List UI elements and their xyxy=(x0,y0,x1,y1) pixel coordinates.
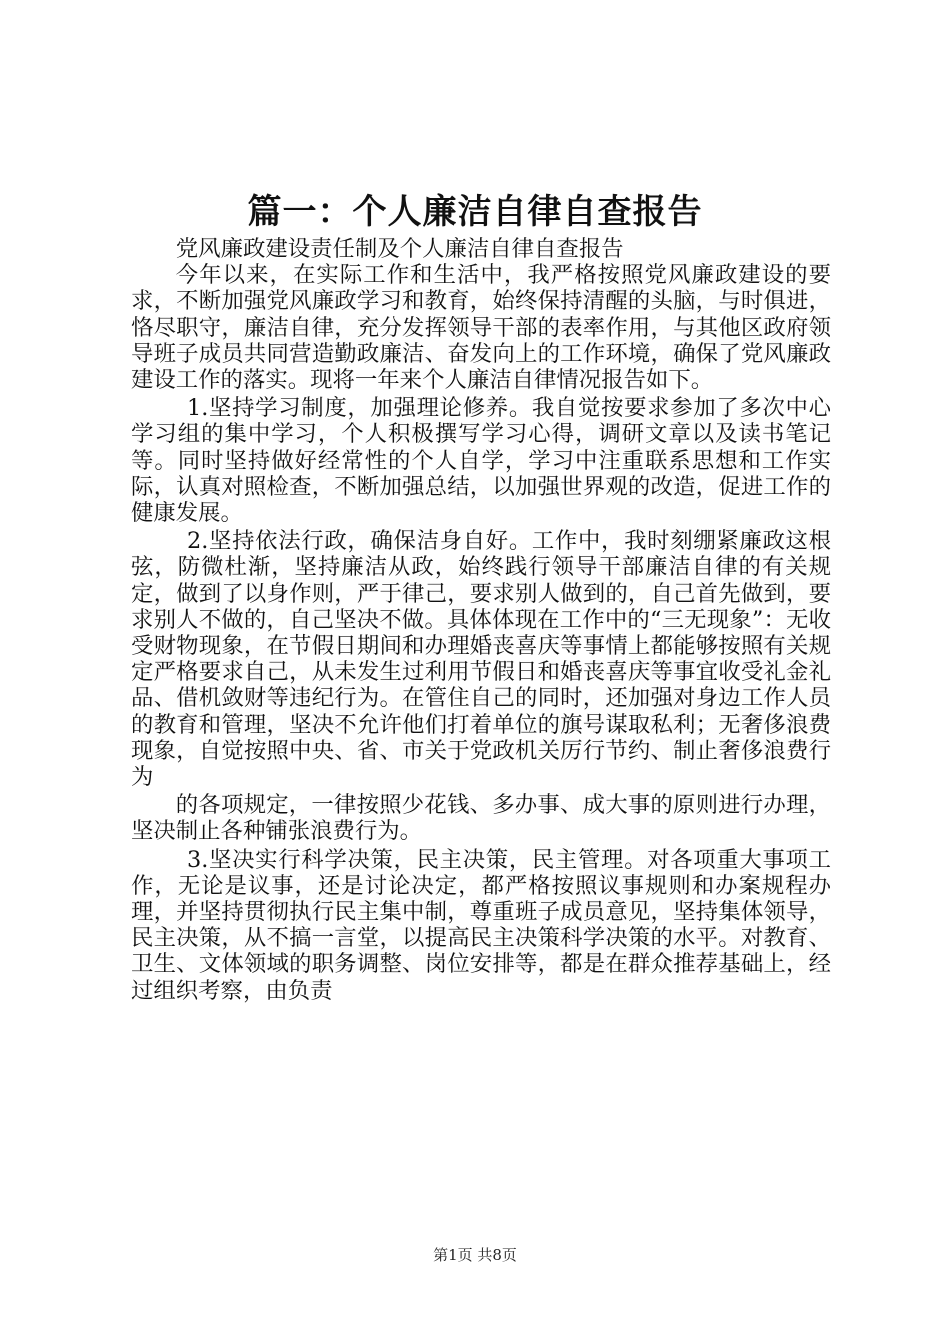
paragraph-intro: 今年以来，在实际工作和生活中，我严格按照党风廉政建设的要求，不断加强党风廉政学习和教育，始终保持清醒的头脑，与时俱进，恪尽职守，廉洁自律，充分发挥领导干部的表率作用，与其他区政府领导班子成员共同营造勤政廉洁、奋发向上的工作环境，确保了党风廉政建设工作的落实。现将一年来个人廉洁自律情况报告如下。 xyxy=(131,262,831,394)
paragraph-item-1: 1.坚持学习制度，加强理论修养。我自觉按要求参加了多次中心学习组的集中学习，个人积极撰写学习心得，调研文章以及读书笔记等。同时坚持做好经常性的个人自学，学习中注重联系思想和工作实际，认真对照检查，不断加强总结，以加强世界观的改造，促进工作的健康发展。 xyxy=(131,395,831,527)
paragraph-item-2: 2.坚持依法行政，确保洁身自好。工作中，我时刻绷紧廉政这根弦，防微杜渐，坚持廉洁从政，始终践行领导干部廉洁自律的有关规定，做到了以身作则，严于律己，要求别人做到的，自己首先做到，要求别人不做的，自己坚决不做。具体体现在工作中的“三无现象”：无收受财物现象，在节假日期间和办理婚丧喜庆等事情上都能够按照有关规定严格要求自己，从未发生过利用节假日和婚丧喜庆等事宜收受礼金礼品、借机敛财等违纪行为。在管住自己的同时，还加强对身边工作人员的教育和管理，坚决不允许他们打着单位的旗号谋取私利；无奢侈浪费现象，自觉按照中央、省、市关于党政机关厉行节约、制止奢侈浪费行为 xyxy=(131,528,831,791)
paragraph-item-2-continued: 的各项规定，一律按照少花钱、多办事、成大事的原则进行办理，坚决制止各种铺张浪费行为。 xyxy=(131,792,831,845)
page-number-footer: 第1页 共8页 xyxy=(433,1246,517,1264)
document-subtitle: 党风廉政建设责任制及个人廉洁自律自查报告 xyxy=(175,236,624,262)
document-title: 篇一：个人廉洁自律自查报告 xyxy=(247,192,703,232)
paragraph-item-3: 3.坚决实行科学决策，民主决策，民主管理。对各项重大事项工作，无论是议事，还是讨论决定，都严格按照议事规则和办案规程办理，并坚持贯彻执行民主集中制，尊重班子成员意见，坚持集体领导，民主决策，从不搞一言堂，以提高民主决策科学决策的水平。对教育、卫生、文体领域的职务调整、岗位安排等，都是在群众推荐基础上，经过组织考察，由负责 xyxy=(131,846,831,1004)
document-body xyxy=(131,236,831,1004)
